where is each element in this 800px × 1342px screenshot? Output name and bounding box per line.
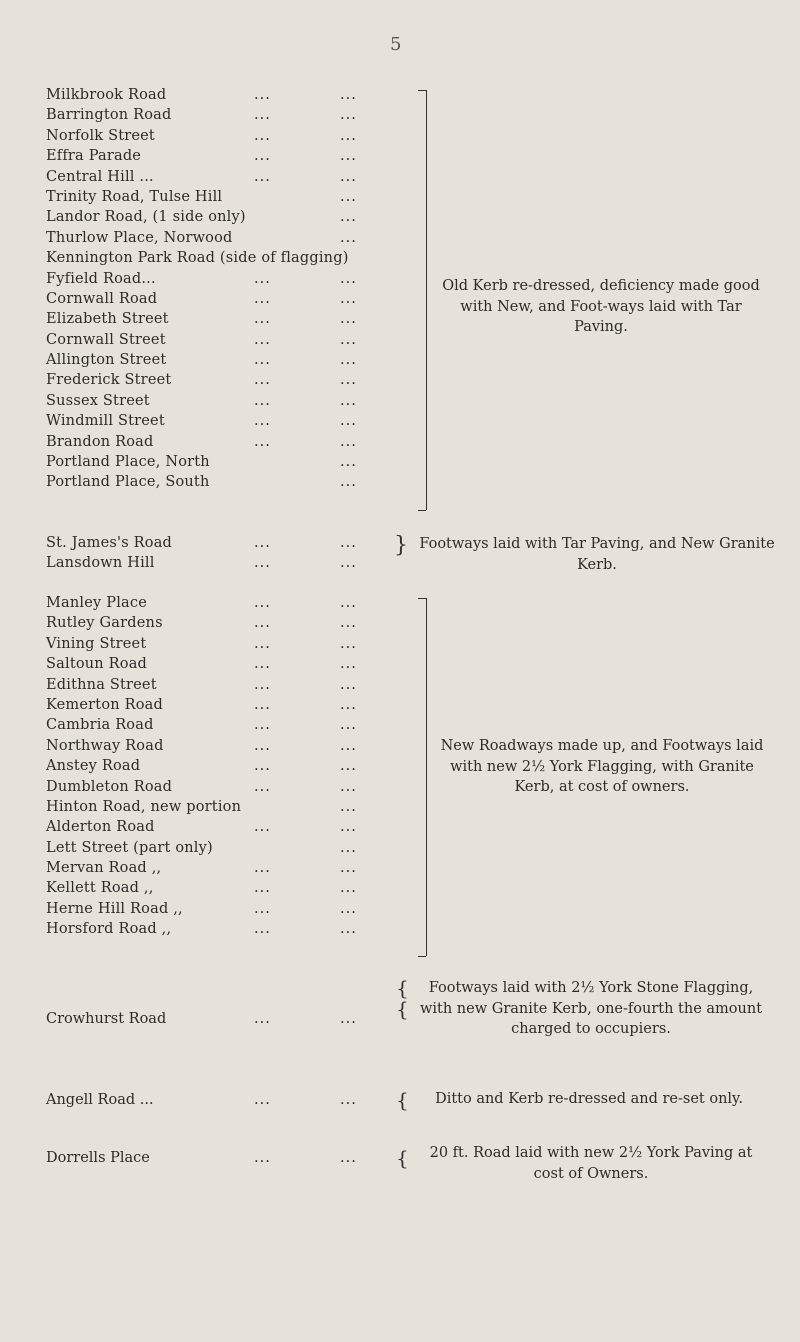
street-name: Thurlow Place, Norwood <box>46 229 233 246</box>
list-item <box>46 289 416 309</box>
brace-group-2: } <box>394 533 408 558</box>
brace-tick-bottom <box>418 510 426 511</box>
street-name: Frederick Street <box>46 372 172 389</box>
leader-dots: ... <box>340 595 357 611</box>
leader-dots: ... <box>254 656 271 673</box>
list-item <box>46 777 416 797</box>
leader-dots: ... <box>340 696 357 713</box>
list-item <box>46 695 416 715</box>
list-item <box>46 105 416 125</box>
leader-dots: ... <box>254 331 271 348</box>
leader-dots: ... <box>254 676 271 693</box>
street-name: Trinity Road, Tulse Hill <box>46 188 223 205</box>
leader-dots: ... <box>254 107 271 124</box>
list-item <box>46 817 416 837</box>
leader-dots: ... <box>340 535 357 551</box>
leader-dots: ... <box>340 819 357 836</box>
street-name: Mervan Road ,, <box>46 860 162 877</box>
leader-dots: ... <box>254 1011 271 1027</box>
street-name: Cornwall Road <box>46 290 158 307</box>
leader-dots: ... <box>254 87 271 103</box>
leader-dots: ... <box>340 880 357 897</box>
street-name: Kennington Park Road (side of flagging) <box>46 250 349 267</box>
leader-dots: ... <box>254 860 271 877</box>
street-name: Dorrells Place <box>46 1150 150 1166</box>
leader-dots: ... <box>340 188 357 205</box>
street-name: Horsford Road ,, <box>46 921 172 938</box>
note-group-2: Footways laid with Tar Paving, and New Granite Kerb. <box>419 536 775 573</box>
list-item <box>46 797 416 817</box>
leader-dots: ... <box>254 148 271 165</box>
street-name: Barrington Road <box>46 107 172 124</box>
brace-entry-5: { <box>396 1088 409 1112</box>
leader-dots: ... <box>340 352 357 369</box>
street-name: Cambria Road <box>46 717 154 734</box>
list-item <box>46 207 416 227</box>
leader-dots: ... <box>254 392 271 409</box>
list-item <box>46 613 416 633</box>
leader-dots: ... <box>340 635 357 652</box>
street-name: Portland Place, North <box>46 454 210 471</box>
leader-dots: ... <box>254 737 271 754</box>
leader-dots: ... <box>254 595 271 611</box>
list-item <box>46 187 416 207</box>
leader-dots: ... <box>254 127 271 144</box>
leader-dots: ... <box>340 311 357 328</box>
list-item <box>46 878 416 898</box>
leader-dots: ... <box>340 209 357 226</box>
list-item <box>46 432 416 452</box>
leader-dots: ... <box>340 148 357 165</box>
list-item <box>46 899 416 919</box>
street-name: St. James's Road <box>46 535 173 551</box>
leader-dots: ... <box>340 921 357 938</box>
leader-dots: ... <box>254 290 271 307</box>
street-name: Saltoun Road <box>46 656 148 673</box>
brace-tick-top <box>418 90 426 91</box>
list-item <box>46 553 416 573</box>
leader-dots: ... <box>340 392 357 409</box>
street-name: Anstey Road <box>46 758 141 775</box>
street-name: Effra Parade <box>46 148 142 165</box>
list-item <box>46 167 416 187</box>
list-item <box>46 370 416 390</box>
leader-dots: ... <box>340 270 357 287</box>
leader-dots: ... <box>254 819 271 836</box>
list-item <box>46 715 416 735</box>
note-group-1: Old Kerb re-dressed, deficiency made good with New, and Foot-ways laid with Tar Paving. <box>442 278 760 335</box>
street-name: Portland Place, South <box>46 474 210 491</box>
street-name: Kemerton Road <box>46 696 163 713</box>
street-name: Landor Road, (1 side only) <box>46 209 246 226</box>
leader-dots: ... <box>254 758 271 775</box>
street-name: Brandon Road <box>46 433 154 450</box>
brace-entry-6: { <box>396 1146 409 1170</box>
list-item <box>46 330 416 350</box>
leader-dots: ... <box>340 860 357 877</box>
leader-dots: ... <box>340 555 357 572</box>
leader-dots: ... <box>340 798 357 815</box>
leader-dots: ... <box>254 696 271 713</box>
list-item <box>46 756 416 776</box>
street-angell-road <box>46 1092 357 1108</box>
street-name: Windmill Street <box>46 413 165 430</box>
leader-dots: ... <box>340 778 357 795</box>
leader-dots: ... <box>340 229 357 246</box>
list-item <box>46 919 416 939</box>
street-crowhurst-road <box>46 1011 357 1027</box>
leader-dots: ... <box>340 290 357 307</box>
leader-dots: ... <box>254 270 271 287</box>
list-item <box>46 248 416 268</box>
brace-group-1 <box>426 90 427 510</box>
street-name: Sussex Street <box>46 392 150 409</box>
street-name: Alderton Road <box>46 819 155 836</box>
list-item <box>46 654 416 674</box>
leader-dots: ... <box>254 880 271 897</box>
leader-dots: ... <box>254 311 271 328</box>
leader-dots: ... <box>340 331 357 348</box>
brace-group-3 <box>426 598 427 956</box>
leader-dots: ... <box>340 474 357 491</box>
leader-dots: ... <box>254 1092 271 1108</box>
list-item <box>46 126 416 146</box>
list-item <box>46 228 416 248</box>
street-name: Fyfield Road... <box>46 270 156 287</box>
leader-dots: ... <box>254 900 271 917</box>
street-name: Vining Street <box>46 635 147 652</box>
list-item <box>46 309 416 329</box>
street-name: Rutley Gardens <box>46 615 163 632</box>
street-name: Edithna Street <box>46 676 157 693</box>
leader-dots: ... <box>254 433 271 450</box>
list-item <box>46 411 416 431</box>
street-name: Milkbrook Road <box>46 87 167 103</box>
leader-dots: ... <box>340 676 357 693</box>
street-name: Elizabeth Street <box>46 311 169 328</box>
leader-dots: ... <box>340 433 357 450</box>
list-item <box>46 350 416 370</box>
leader-dots: ... <box>254 717 271 734</box>
leader-dots: ... <box>254 615 271 632</box>
note-group-3: New Roadways made up, and Footways laid with new 2½ York Flagging, with Granite Kerb, at cost of owners. <box>440 738 764 795</box>
note-entry-6: 20 ft. Road laid with new 2½ York Paving at cost of Owners. <box>429 1145 753 1182</box>
leader-dots: ... <box>340 1011 357 1027</box>
leader-dots: ... <box>340 656 357 673</box>
leader-dots: ... <box>340 737 357 754</box>
leader-dots: ... <box>254 1150 271 1166</box>
list-item <box>46 593 416 613</box>
leader-dots: ... <box>254 921 271 938</box>
leader-dots: ... <box>340 127 357 144</box>
leader-dots: ... <box>254 168 271 185</box>
brace-entry-4: { { <box>396 976 409 1021</box>
leader-dots: ... <box>254 413 271 430</box>
street-list-group-2 <box>46 533 416 574</box>
leader-dots: ... <box>340 413 357 430</box>
leader-dots: ... <box>340 900 357 917</box>
street-name: Central Hill ... <box>46 168 154 185</box>
street-name: Angell Road ... <box>46 1092 154 1108</box>
leader-dots: ... <box>340 1092 357 1108</box>
leader-dots: ... <box>254 635 271 652</box>
list-item <box>46 391 416 411</box>
leader-dots: ... <box>340 717 357 734</box>
street-dorrells-place <box>46 1150 357 1166</box>
list-item <box>46 634 416 654</box>
leader-dots: ... <box>340 758 357 775</box>
street-name: Allington Street <box>46 352 167 369</box>
leader-dots: ... <box>340 454 357 471</box>
street-name: Northway Road <box>46 737 164 754</box>
street-name: Crowhurst Road <box>46 1011 167 1027</box>
street-list-group-3 <box>46 593 416 940</box>
list-item <box>46 838 416 858</box>
street-name: Dumbleton Road <box>46 778 173 795</box>
street-name: Hinton Road, new portion <box>46 798 242 815</box>
street-name: Cornwall Street <box>46 331 166 348</box>
street-name: Lett Street (part only) <box>46 839 213 856</box>
street-name: Lansdown Hill <box>46 555 155 572</box>
note-entry-4: Footways laid with 2½ York Stone Flagging, with new Granite Kerb, one-fourth the amount charged to occupiers. <box>419 980 763 1037</box>
list-item <box>46 146 416 166</box>
list-item <box>46 675 416 695</box>
leader-dots: ... <box>254 778 271 795</box>
list-item <box>46 858 416 878</box>
leader-dots: ... <box>254 555 271 572</box>
leader-dots: ... <box>254 535 271 551</box>
list-item <box>46 85 416 105</box>
street-name: Herne Hill Road ,, <box>46 900 183 917</box>
page-number: 5 <box>390 34 402 55</box>
leader-dots: ... <box>340 87 357 103</box>
leader-dots: ... <box>340 615 357 632</box>
list-item <box>46 736 416 756</box>
street-list-group-1 <box>46 85 416 493</box>
list-item <box>46 472 416 492</box>
street-name: Manley Place <box>46 595 147 611</box>
leader-dots: ... <box>340 1150 357 1166</box>
street-name: Norfolk Street <box>46 127 155 144</box>
leader-dots: ... <box>340 168 357 185</box>
list-item <box>46 452 416 472</box>
note-entry-5: Ditto and Kerb re-dressed and re-set only. <box>435 1091 743 1107</box>
leader-dots: ... <box>340 372 357 389</box>
leader-dots: ... <box>340 107 357 124</box>
brace-tick-bottom <box>418 956 426 957</box>
leader-dots: ... <box>254 372 271 389</box>
street-name: Kellett Road ,, <box>46 880 154 897</box>
brace-tick-top <box>418 598 426 599</box>
leader-dots: ... <box>254 352 271 369</box>
leader-dots: ... <box>340 839 357 856</box>
list-item <box>46 269 416 289</box>
list-item <box>46 533 416 553</box>
